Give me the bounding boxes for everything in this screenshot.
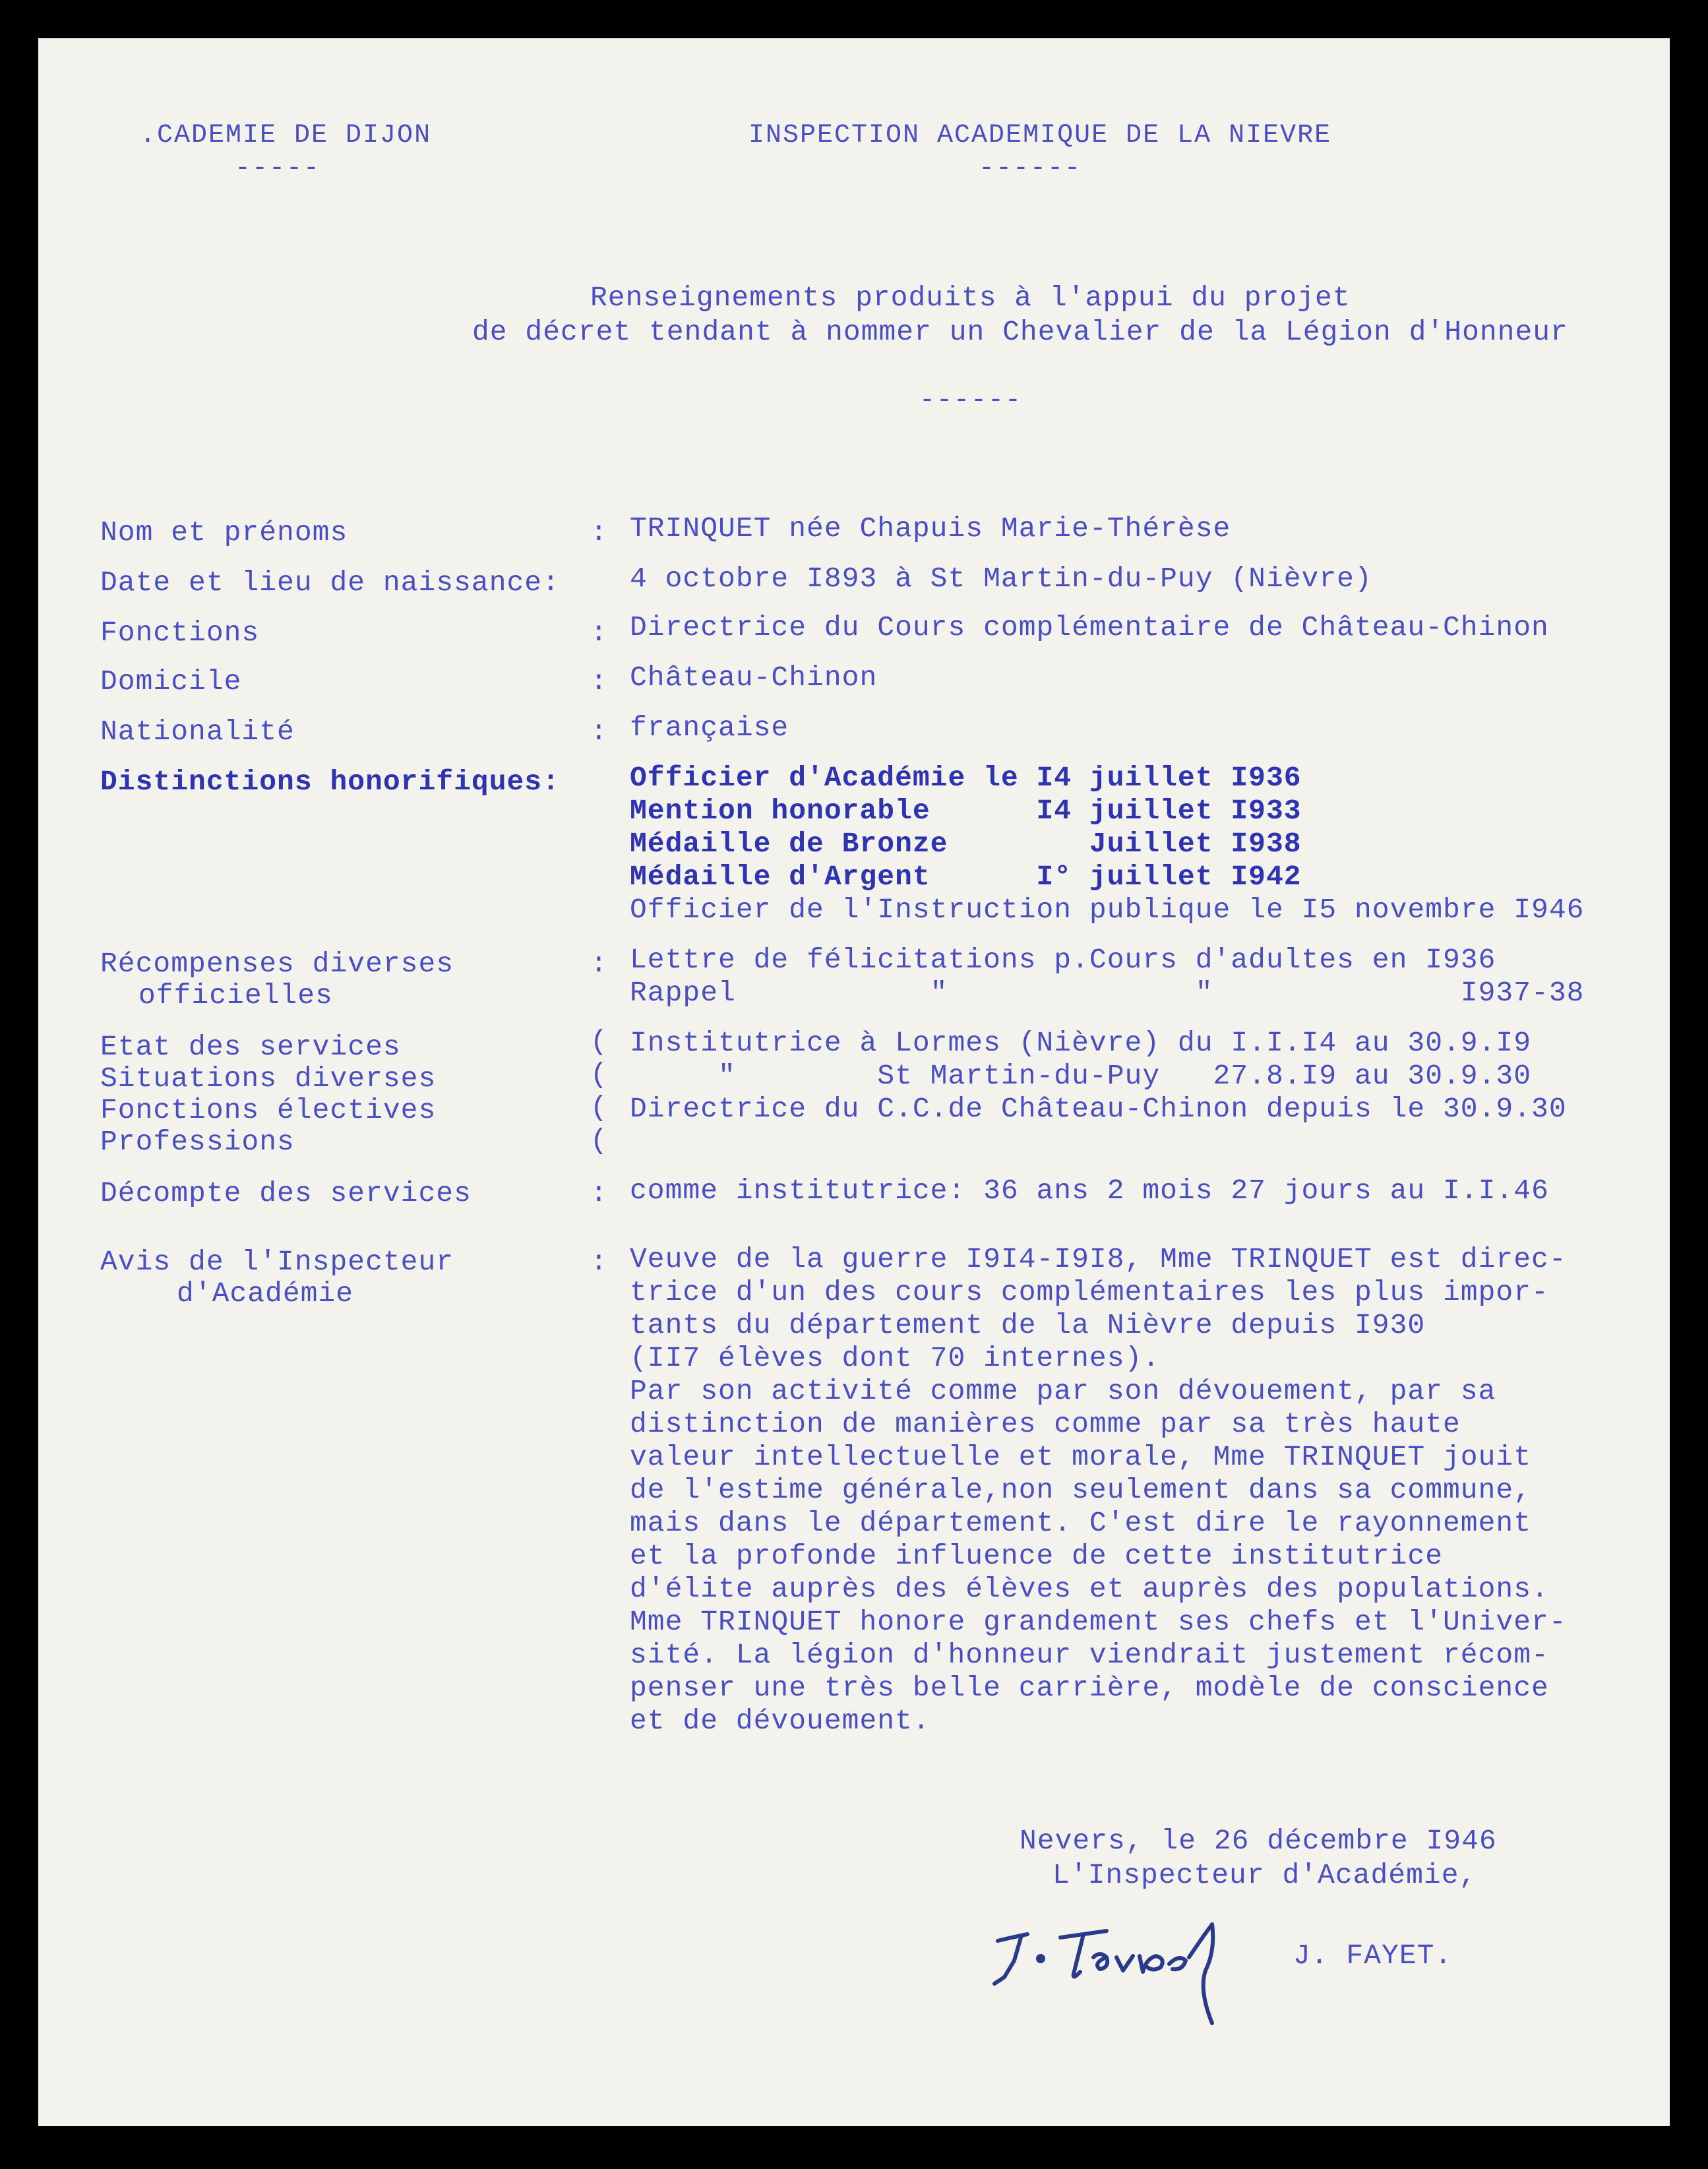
label-etat-services: Etat des services (100, 1031, 401, 1063)
sep-domicile: : (590, 665, 608, 698)
document-page (38, 38, 1670, 2126)
label-professions: Professions (100, 1126, 295, 1158)
label-recompenses: Récompenses diverses (100, 948, 454, 980)
value-nom: TRINQUET née Chapuis Marie-Thérèse (630, 512, 1231, 545)
service-line: Directrice du C.C.de Château-Chinon depuis le 30.9.30 (630, 1093, 1567, 1125)
value-domicile: Château-Chinon (630, 661, 878, 694)
sep-nationalite: : (590, 716, 608, 748)
signature (975, 1898, 1318, 2030)
value-decompte: comme institutrice: 36 ans 2 mois 27 jours au I.I.46 (630, 1175, 1549, 1207)
recompense-line: Rappel " " I937-38 (630, 977, 1585, 1009)
avis-line: distinction de manières comme par sa très haute (630, 1408, 1461, 1440)
recompense-line: Lettre de félicitations p.Cours d'adultes en I936 (630, 944, 1496, 976)
title-rule: ------ (919, 386, 1023, 415)
avis-line: d'élite auprès des élèves et auprès des populations. (630, 1573, 1549, 1605)
label-nationalite: Nationalité (100, 716, 295, 748)
avis-line: valeur intellectuelle et morale, Mme TRINQUET jouit (630, 1441, 1532, 1473)
header-inspection: INSPECTION ACADEMIQUE DE LA NIEVRE (748, 121, 1332, 150)
label-decompte: Décompte des services (100, 1177, 472, 1209)
avis-line: mais dans le département. C'est dire le rayonnement (630, 1507, 1532, 1539)
title-line-1: Renseignements produits à l'appui du projet (590, 282, 1351, 314)
avis-line: (II7 élèves dont 70 internes). (630, 1342, 1161, 1374)
value-nationalite: française (630, 712, 789, 744)
paren: ( (590, 1124, 608, 1157)
label-naissance: Date et lieu de naissance: (100, 566, 560, 599)
sep-recompenses: : (590, 948, 608, 980)
avis-line: tants du département de la Nièvre depuis I930 (630, 1309, 1426, 1341)
distinction-line: Officier d'Académie le I4 juillet I936 (630, 762, 1302, 794)
distinction-line: Mention honorable I4 juillet I933 (630, 795, 1302, 827)
paren: ( (590, 1025, 608, 1058)
label-situations: Situations diverses (100, 1062, 437, 1095)
avis-line: sité. La légion d'honneur viendrait justement récom- (630, 1639, 1549, 1671)
avis-line: et la profonde influence de cette institutrice (630, 1540, 1443, 1572)
paren: ( (590, 1091, 608, 1124)
label-avis: Avis de l'Inspecteur (100, 1246, 454, 1278)
header-inspection-rule: ------ (979, 154, 1082, 183)
avis-line: trice d'un des cours complémentaires les plus impor- (630, 1276, 1549, 1308)
closing-place-date: Nevers, le 26 décembre I946 (1020, 1825, 1497, 1857)
sep-nom: : (590, 516, 608, 549)
avis-line: Veuve de la guerre I9I4-I9I8, Mme TRINQUET est direc- (630, 1243, 1567, 1275)
label-recompenses-2: officielles (138, 979, 333, 1012)
distinction-line: Médaille de Bronze Juillet I938 (630, 828, 1302, 860)
sep-decompte: : (590, 1177, 608, 1209)
service-line: " St Martin-du-Puy 27.8.I9 au 30.9.30 (630, 1060, 1532, 1092)
closing-role: L'Inspecteur d'Académie, (1052, 1859, 1477, 1891)
header-academy-rule: ----- (235, 154, 321, 183)
title-line-2: de décret tendant à nommer un Chevalier de la Légion d'Honneur (472, 316, 1568, 348)
label-nom: Nom et prénoms (100, 516, 348, 549)
distinction-line: Médaille d'Argent I° juillet I942 (630, 861, 1302, 893)
label-domicile: Domicile (100, 665, 242, 698)
avis-line: penser une très belle carrière, modèle de conscience (630, 1672, 1549, 1704)
distinction-line: Officier de l'Instruction publique le I5 novembre I946 (630, 894, 1585, 926)
service-line: Institutrice à Lormes (Nièvre) du I.I.I4 au 30.9.I9 (630, 1027, 1532, 1059)
label-fonctions-electives: Fonctions électives (100, 1094, 437, 1126)
sep-fonctions: : (590, 617, 608, 649)
value-fonctions: Directrice du Cours complémentaire de Château-Chinon (630, 611, 1549, 644)
header-academy: .CADEMIE DE DIJON (140, 121, 432, 150)
label-fonctions: Fonctions (100, 617, 260, 649)
label-distinctions: Distinctions honorifiques: (100, 766, 560, 798)
paren: ( (590, 1058, 608, 1091)
avis-line: de l'estime générale,non seulement dans sa commune, (630, 1474, 1532, 1506)
avis-line: et de dévouement. (630, 1705, 930, 1737)
label-avis-2: d'Académie (177, 1277, 354, 1310)
closing-name: J. FAYET. (1293, 1940, 1453, 1972)
sep-avis: : (590, 1246, 608, 1278)
value-naissance: 4 octobre I893 à St Martin-du-Puy (Nièvre) (630, 563, 1372, 595)
avis-line: Mme TRINQUET honore grandement ses chefs et l'Univer- (630, 1606, 1567, 1638)
avis-line: Par son activité comme par son dévouement, par sa (630, 1375, 1496, 1407)
